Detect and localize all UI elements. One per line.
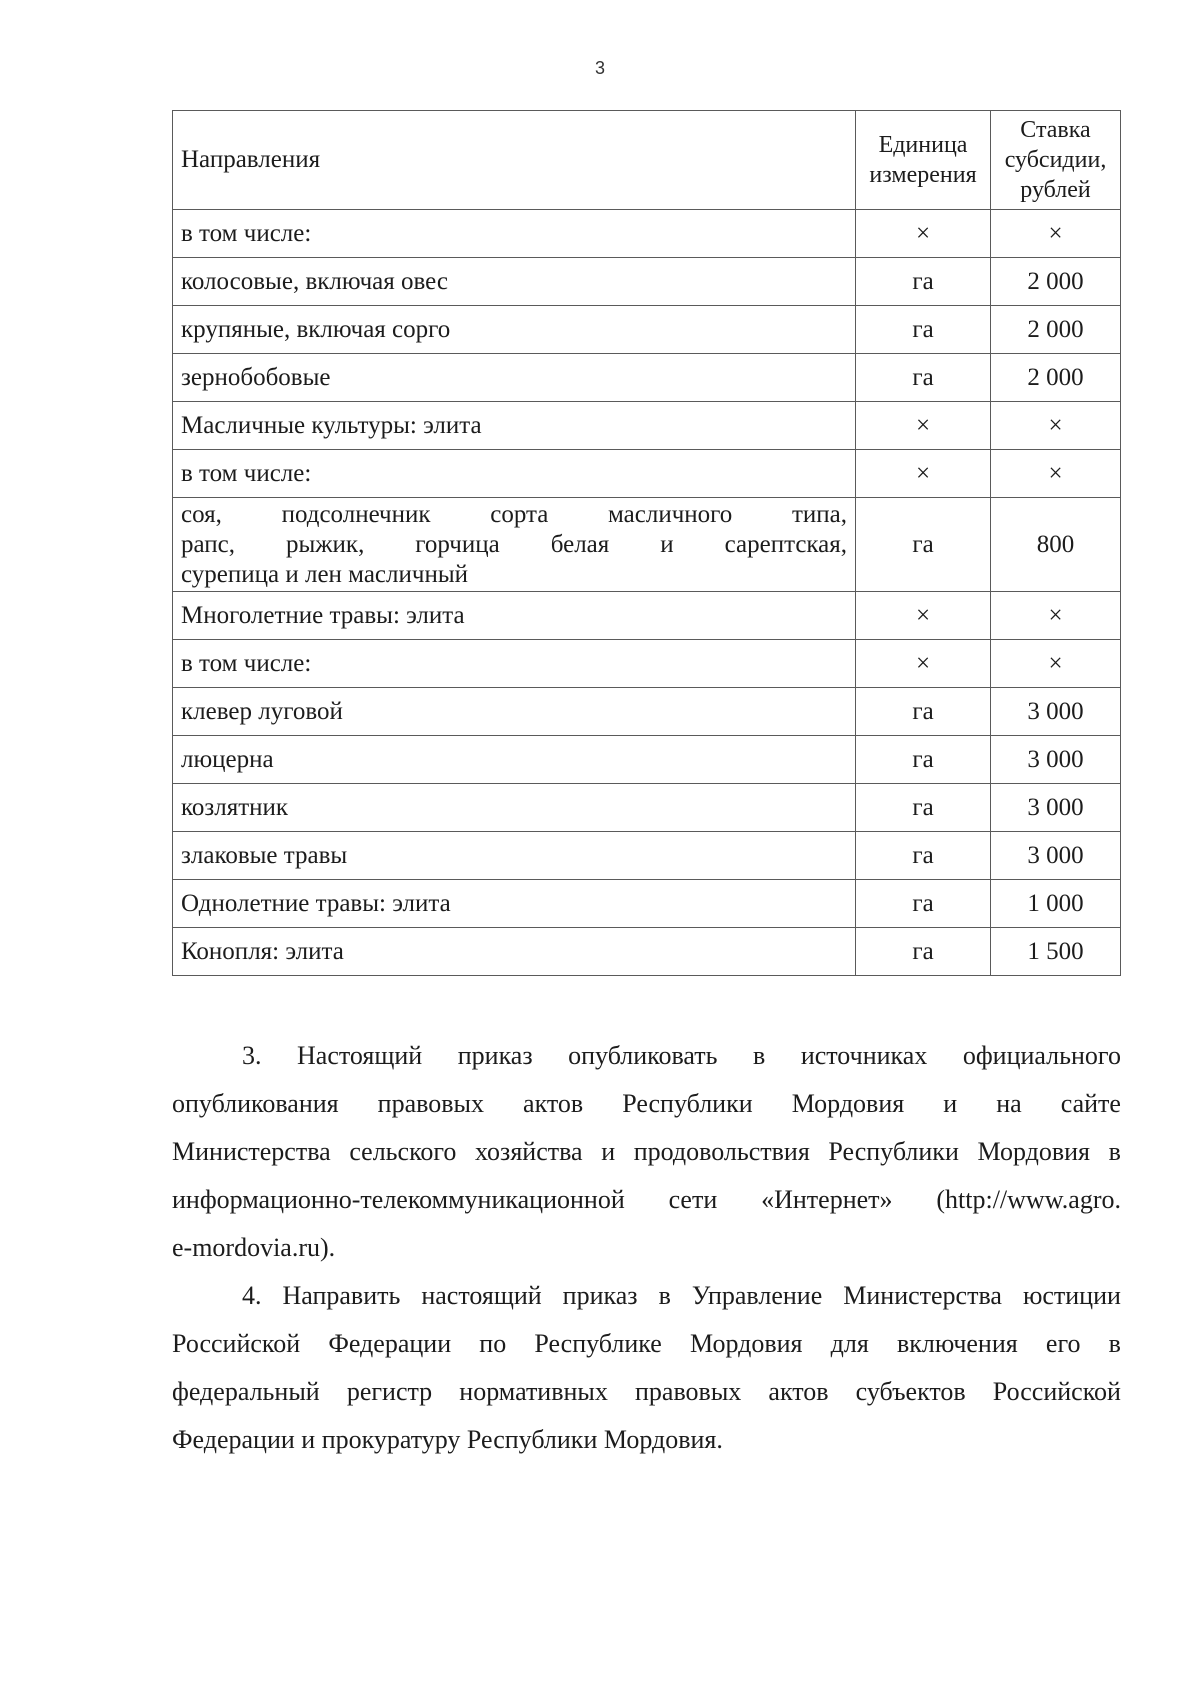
subsidy-rates-table [172, 110, 1121, 976]
cell-unit: га [856, 306, 991, 354]
cell-direction [173, 498, 856, 592]
paragraph-word: опубликования [172, 1089, 339, 1118]
paragraph-word: продовольствия [633, 1137, 810, 1166]
paragraph-word: по [479, 1329, 507, 1358]
paragraph-word: Федерации [328, 1329, 452, 1358]
cell-rate: 800 [991, 498, 1121, 592]
cell-rate: × [991, 640, 1121, 688]
cell-unit: га [856, 784, 991, 832]
paragraph-line [172, 1368, 1121, 1416]
table-row [173, 306, 1121, 354]
table-row [173, 592, 1121, 640]
cell-rate: 1 500 [991, 928, 1121, 976]
table-row [173, 832, 1121, 880]
paragraph-word: Российской [992, 1377, 1121, 1406]
paragraph-line [172, 1176, 1121, 1224]
cell-direction: клевер луговой [173, 688, 856, 736]
cell-unit: га [856, 880, 991, 928]
paragraph-word: актов [768, 1377, 829, 1406]
cell-unit: × [856, 210, 991, 258]
paragraph-line [172, 1272, 1121, 1320]
paragraph-word: в [1108, 1329, 1121, 1358]
paragraph-word: Министерства [172, 1137, 331, 1166]
paragraph-word: сети [668, 1185, 718, 1214]
cell-unit: га [856, 736, 991, 784]
cell-direction-line: рапс, рыжик, горчица белая и сарептская, [181, 530, 848, 558]
table-row [173, 402, 1121, 450]
paragraph-word: хозяйства [475, 1137, 583, 1166]
paragraph-word: «Интернет» [761, 1185, 893, 1214]
header-rate-line: субсидии, [1004, 147, 1107, 173]
table-row [173, 880, 1121, 928]
cell-unit: га [856, 832, 991, 880]
table-row [173, 640, 1121, 688]
paragraph-word: правовых [635, 1377, 742, 1406]
paragraph-word: субъектов [855, 1377, 966, 1406]
paragraph-word: Российской [172, 1329, 301, 1358]
paragraph-word: для [830, 1329, 869, 1358]
paragraph-line [172, 1320, 1121, 1368]
paragraph-line [172, 1032, 1121, 1080]
cell-direction: колосовые, включая овес [173, 258, 856, 306]
cell-rate: 3 000 [991, 832, 1121, 880]
paragraph-line [172, 1128, 1121, 1176]
paragraph-word: Мордовия [689, 1329, 803, 1358]
cell-unit: га [856, 498, 991, 592]
paragraph-word: Направить [282, 1281, 401, 1310]
cell-rate: 2 000 [991, 258, 1121, 306]
paragraph-3 [172, 1032, 1121, 1272]
cell-direction: крупяные, включая сорго [173, 306, 856, 354]
paragraph-word: нормативных [459, 1377, 608, 1406]
cell-unit: × [856, 450, 991, 498]
table-header-row [173, 111, 1121, 210]
cell-direction: люцерна [173, 736, 856, 784]
cell-direction: козлятник [173, 784, 856, 832]
paragraph-word: Управление [691, 1281, 823, 1310]
table-row [173, 784, 1121, 832]
paragraph-word: приказ [457, 1041, 533, 1070]
table-row [173, 258, 1121, 306]
paragraph-word: Министерства [843, 1281, 1002, 1310]
cell-rate: 3 000 [991, 688, 1121, 736]
paragraph-4 [172, 1272, 1121, 1464]
cell-direction: в том числе: [173, 640, 856, 688]
cell-unit: га [856, 258, 991, 306]
table-row [173, 450, 1121, 498]
header-rate-line: рублей [1020, 177, 1091, 203]
header-direction: Направления [173, 111, 856, 210]
cell-rate: × [991, 450, 1121, 498]
paragraph-word: правовых [377, 1089, 484, 1118]
paragraph-word: (http://www.agro. [936, 1185, 1121, 1214]
paragraph-word: юстиции [1022, 1281, 1121, 1310]
cell-rate: 2 000 [991, 306, 1121, 354]
table-row [173, 498, 1121, 592]
paragraph-word: регистр [346, 1377, 433, 1406]
header-unit-line: Единица [878, 132, 968, 158]
paragraph-word: в [658, 1281, 671, 1310]
paragraph-word: информационно-телекоммуникационной [172, 1185, 625, 1214]
cell-rate: 3 000 [991, 736, 1121, 784]
paragraph-word: официального [962, 1041, 1121, 1070]
paragraph-word: настоящий [421, 1281, 542, 1310]
cell-unit: × [856, 640, 991, 688]
paragraph-word: актов [523, 1089, 584, 1118]
paragraph-word: Республике [534, 1329, 662, 1358]
paragraph-word: 3. [242, 1041, 262, 1070]
paragraph-word: приказ [562, 1281, 638, 1310]
cell-rate: × [991, 592, 1121, 640]
paragraph-word: источниках [800, 1041, 928, 1070]
paragraph-word: и [943, 1089, 958, 1118]
paragraph-word: Настоящий [297, 1041, 423, 1070]
cell-direction: Однолетние травы: элита [173, 880, 856, 928]
paragraph-word: федеральный [172, 1377, 320, 1406]
paragraph-word: опубликовать [568, 1041, 718, 1070]
cell-rate: 1 000 [991, 880, 1121, 928]
table-row [173, 928, 1121, 976]
paragraph-word: Мордовия [977, 1137, 1090, 1166]
paragraph-word: сельского [349, 1137, 457, 1166]
header-rate-line: Ставка [1020, 117, 1091, 143]
paragraph-word: на [996, 1089, 1022, 1118]
cell-unit: × [856, 592, 991, 640]
cell-rate: 3 000 [991, 784, 1121, 832]
paragraph-word: Мордовия [791, 1089, 905, 1118]
paragraph-word: его [1045, 1329, 1081, 1358]
header-unit-line: измерения [869, 162, 977, 188]
header-unit [856, 111, 991, 210]
paragraph-word: Республики [828, 1137, 959, 1166]
cell-direction: зернобобовые [173, 354, 856, 402]
cell-direction: Многолетние травы: элита [173, 592, 856, 640]
cell-direction: в том числе: [173, 210, 856, 258]
cell-unit: га [856, 688, 991, 736]
cell-unit: × [856, 402, 991, 450]
page-number: 3 [594, 58, 605, 78]
table-row [173, 736, 1121, 784]
header-rate [991, 111, 1121, 210]
paragraph-line: e-mordovia.ru). [172, 1233, 336, 1262]
cell-unit: га [856, 354, 991, 402]
cell-direction: злаковые травы [173, 832, 856, 880]
paragraph-line: Федерации и прокуратуру Республики Мордовия. [172, 1425, 723, 1454]
paragraph-word: 4. [242, 1281, 262, 1310]
paragraph-word: в [1108, 1137, 1121, 1166]
cell-direction: Масличные культуры: элита [173, 402, 856, 450]
table-row [173, 688, 1121, 736]
cell-direction: Конопля: элита [173, 928, 856, 976]
paragraph-word: сайте [1060, 1089, 1121, 1118]
table-row [173, 210, 1121, 258]
paragraph-word: и [601, 1137, 616, 1166]
paragraph-word: Республики [622, 1089, 753, 1118]
paragraph-word: включения [897, 1329, 1018, 1358]
cell-unit: га [856, 928, 991, 976]
cell-rate: 2 000 [991, 354, 1121, 402]
cell-direction: в том числе: [173, 450, 856, 498]
cell-rate: × [991, 402, 1121, 450]
cell-rate: × [991, 210, 1121, 258]
cell-direction-line: соя, подсолнечник сорта масличного типа, [181, 500, 848, 528]
table-row [173, 354, 1121, 402]
paragraph-line [172, 1080, 1121, 1128]
cell-direction-line: сурепица и лен масличный [181, 560, 468, 588]
paragraph-word: в [753, 1041, 766, 1070]
